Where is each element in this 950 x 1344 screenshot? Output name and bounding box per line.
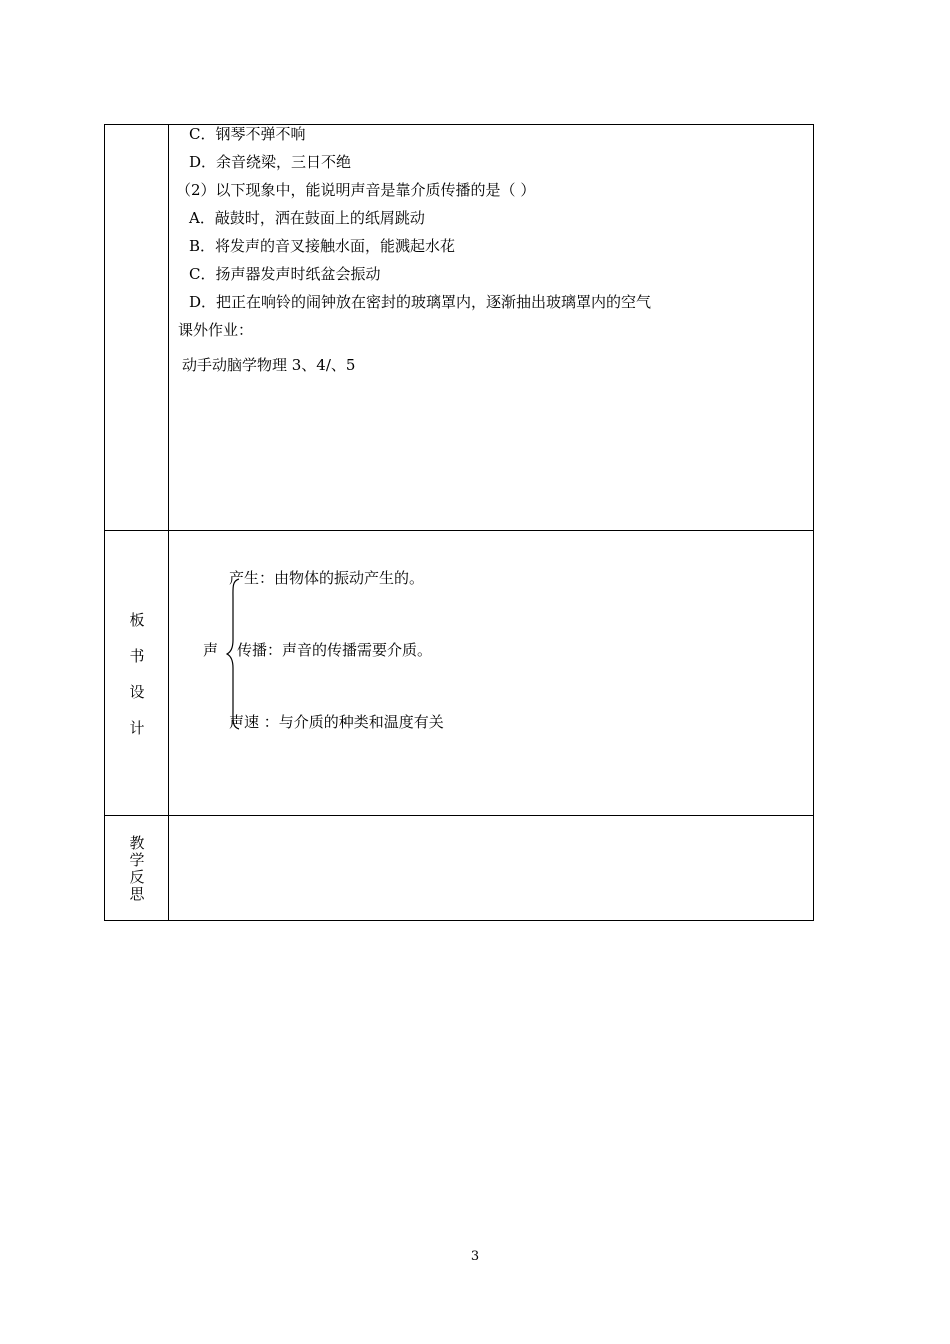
board-label-char: 设 <box>129 683 145 701</box>
question-2-line: （2）以下现象中，能说明声音是靠介质传播的是（ ） <box>176 181 536 199</box>
option-c-line: C．钢琴不弹不响 <box>189 125 306 143</box>
board-branch-speed: 声速 ：与介质的种类和温度有关 <box>229 713 444 731</box>
board-branch-produce: 产生：由物体的振动产生的。 <box>229 569 425 587</box>
homework-heading: 课外作业： <box>178 321 254 339</box>
reflection-label-char: 反 <box>129 868 145 886</box>
reflection-label-char: 学 <box>129 851 145 869</box>
table-row-divider-1 <box>104 530 814 531</box>
q2-option-a-line: A．敲鼓时，洒在鼓面上的纸屑跳动 <box>189 209 425 227</box>
board-label-char: 板 <box>129 611 145 629</box>
q2-option-d-line: D．把正在响铃的闹钟放在密封的玻璃罩内，逐渐抽出玻璃罩内的空气 <box>189 293 652 311</box>
page-number: 3 <box>470 1249 480 1264</box>
table-border-left <box>104 124 105 921</box>
board-label-char: 计 <box>129 719 145 737</box>
table-row-divider-2 <box>104 815 814 816</box>
reflection-label-char: 思 <box>129 885 145 903</box>
board-root-term: 声 <box>203 641 219 659</box>
q2-option-c-line: C．扬声器发声时纸盆会振动 <box>189 265 381 283</box>
table-border-right <box>813 124 814 921</box>
table-border-bottom <box>104 920 814 921</box>
reflection-label-char: 教 <box>129 834 145 852</box>
q2-option-b-line: B．将发声的音叉接触水面，能溅起水花 <box>189 237 456 255</box>
option-d-line: D．余音绕梁，三日不绝 <box>189 153 352 171</box>
homework-content: 动手动脑学物理 3、4/、5 <box>182 356 356 374</box>
table-column-divider <box>168 124 169 921</box>
board-label-char: 书 <box>129 647 145 665</box>
board-branch-propagate: 传播：声音的传播需要介质。 <box>237 641 433 659</box>
